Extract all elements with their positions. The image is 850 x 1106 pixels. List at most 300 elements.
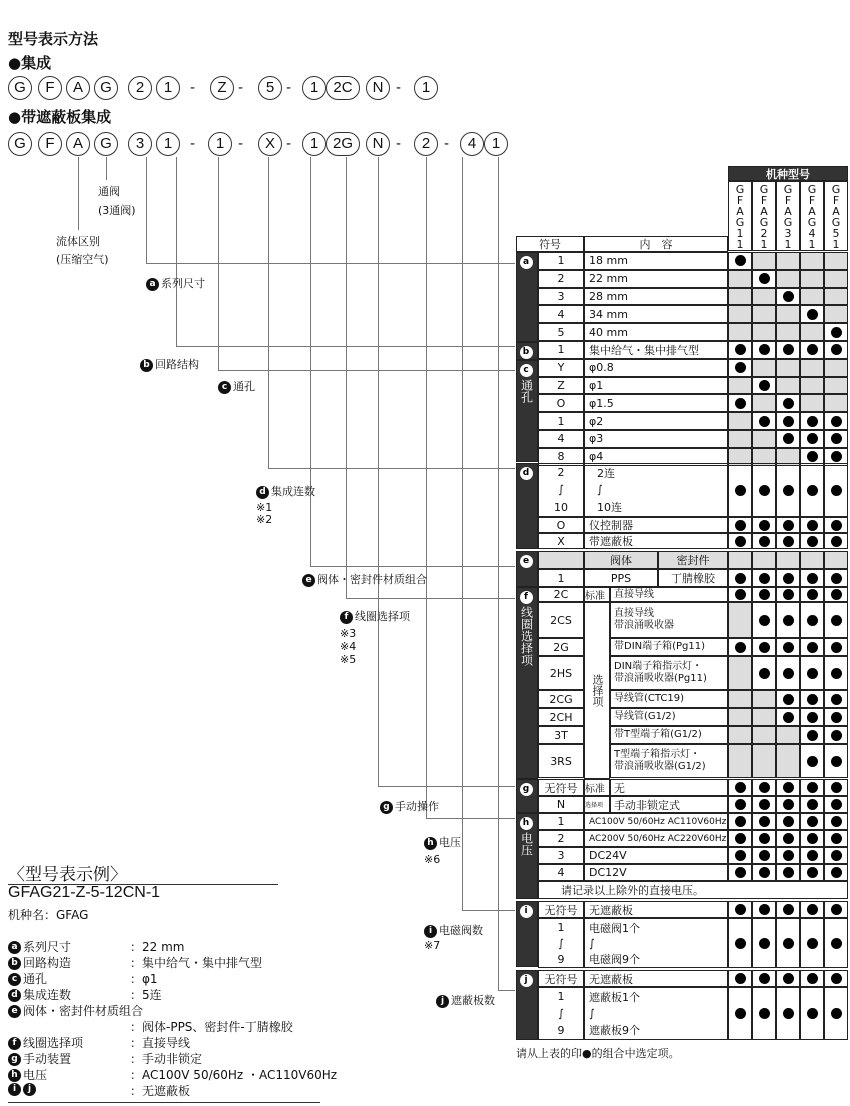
available-dot-icon	[831, 1008, 842, 1019]
divider	[8, 1102, 320, 1103]
model-cell	[824, 288, 848, 306]
available-dot-icon	[759, 589, 770, 600]
example-label-text: 手动装置	[23, 1052, 72, 1066]
model-cell	[824, 359, 848, 377]
leader-line	[268, 157, 269, 468]
available-dot-icon	[783, 1008, 794, 1019]
model-cell	[824, 864, 848, 881]
marker-d-icon: d	[256, 486, 269, 499]
model-cell	[824, 918, 848, 968]
available-dot-icon	[783, 694, 794, 705]
leader-line	[498, 990, 515, 991]
group-e	[516, 551, 538, 587]
available-dot-icon	[759, 904, 770, 915]
available-dot-icon	[783, 291, 794, 302]
model-cell	[800, 847, 824, 864]
g-symbol: N	[538, 796, 584, 813]
model-cell	[824, 602, 848, 638]
group-h-icon: h	[520, 817, 533, 830]
label-a	[146, 275, 205, 291]
group-d-icon: d	[520, 467, 533, 480]
d-o-symbol: O	[538, 517, 584, 533]
marker-g-icon: g	[8, 1053, 21, 1066]
label-text: 通孔	[233, 380, 255, 393]
e-body: PPS	[584, 569, 658, 587]
row-symbol: 8	[538, 448, 584, 466]
available-dot-icon	[831, 416, 842, 427]
label-text: ※1	[256, 501, 273, 514]
example-item-label	[8, 1002, 143, 1019]
code-dash: -	[190, 136, 196, 152]
model-cell	[776, 569, 800, 587]
label-fluid2	[56, 251, 109, 267]
model-cell	[752, 638, 776, 656]
marker-a-icon: a	[146, 278, 159, 291]
model-cell	[824, 779, 848, 796]
g-content: 手动非锁定式	[610, 796, 728, 813]
available-dot-icon	[759, 380, 770, 391]
model-cell	[728, 796, 752, 813]
available-dot-icon	[735, 799, 746, 810]
available-dot-icon	[831, 615, 842, 626]
code-char: A	[66, 132, 90, 156]
available-dot-icon	[831, 904, 842, 915]
label-d	[256, 483, 315, 499]
row-symbol: Z	[538, 377, 584, 395]
available-dot-icon	[831, 867, 842, 878]
model-cell	[728, 359, 752, 377]
e-head-body: 阀体	[584, 551, 658, 569]
model-cell	[776, 394, 800, 412]
model-cell	[824, 708, 848, 726]
available-dot-icon	[807, 615, 818, 626]
model-cell	[776, 744, 800, 778]
available-dot-icon	[735, 520, 746, 531]
leader-line	[426, 818, 515, 819]
leader-line	[462, 157, 463, 910]
example-item-label	[8, 954, 71, 971]
code-char: 3	[128, 132, 152, 156]
model-vertical-text: GFAG51	[829, 183, 843, 249]
f-content: 导线管(CTC19)	[610, 690, 728, 708]
model-cell	[776, 796, 800, 813]
available-dot-icon	[783, 520, 794, 531]
label-text: (3通阀)	[98, 204, 136, 217]
e-head-seal: 密封件	[658, 551, 728, 569]
available-dot-icon	[759, 536, 770, 547]
available-dot-icon	[807, 782, 818, 793]
model-cell	[776, 430, 800, 448]
model-vertical-text: GFAG31	[781, 183, 795, 249]
example-item-label	[8, 970, 47, 987]
example-item-label	[8, 1082, 38, 1096]
model-cell	[728, 463, 752, 517]
available-dot-icon	[807, 309, 818, 320]
code-char: G	[94, 76, 118, 100]
code-char: 1	[302, 76, 326, 100]
example-label-text: 电压	[23, 1068, 48, 1082]
example-label-text: 通孔	[23, 972, 48, 986]
available-dot-icon	[735, 398, 746, 409]
model-cell	[752, 813, 776, 830]
label-text: (压缩空气)	[56, 253, 109, 266]
i-content0: 无遮蔽板	[584, 901, 728, 918]
model-cell	[776, 305, 800, 323]
i-content: ∫	[589, 936, 595, 950]
leader-line	[462, 910, 515, 911]
model-cell	[776, 726, 800, 744]
example-label-text: 回路构造	[23, 956, 72, 970]
available-dot-icon	[807, 799, 818, 810]
marker-b-icon: b	[8, 957, 21, 970]
j-content: 遮蔽板9个	[589, 1024, 640, 1037]
available-dot-icon	[831, 344, 842, 355]
f-content: DIN端子箱指示灯・ 带浪涌吸收器(Pg11)	[610, 656, 728, 690]
model-cell	[800, 569, 824, 587]
available-dot-icon	[783, 589, 794, 600]
model-cell	[728, 638, 752, 656]
row-content: 34 mm	[584, 305, 728, 323]
marker-b-icon: b	[140, 359, 153, 372]
available-dot-icon	[807, 904, 818, 915]
model-cell	[800, 918, 824, 968]
model-cell	[776, 551, 800, 569]
model-cell	[752, 412, 776, 430]
label-text: 通阀	[98, 185, 120, 198]
available-dot-icon	[807, 451, 818, 462]
available-dot-icon	[759, 615, 770, 626]
model-vertical-text: GFAG11	[733, 183, 747, 249]
model-cell	[776, 830, 800, 847]
model-cell	[776, 970, 800, 987]
available-dot-icon	[807, 816, 818, 827]
d-symbol: ∫	[558, 483, 564, 497]
divider	[8, 884, 278, 885]
available-dot-icon	[831, 668, 842, 679]
model-cell	[728, 377, 752, 395]
available-dot-icon	[807, 536, 818, 547]
label-text: ※2	[256, 513, 273, 526]
marker-c-icon: c	[8, 973, 21, 986]
model-cell	[752, 779, 776, 796]
row-symbol: O	[538, 394, 584, 412]
row-content: 22 mm	[584, 270, 728, 288]
model-cell	[824, 638, 848, 656]
available-dot-icon	[807, 642, 818, 653]
model-cell	[776, 341, 800, 359]
f-symbol: 2C	[538, 587, 584, 602]
h-symbol: 3	[538, 847, 584, 864]
label-fluid	[56, 233, 100, 249]
group-g	[516, 779, 538, 813]
row-content: 18 mm	[584, 252, 728, 270]
row-symbol: 1	[538, 341, 584, 359]
code-char: 1	[414, 76, 438, 100]
marker-f-icon: f	[8, 1037, 21, 1050]
available-dot-icon	[807, 973, 818, 984]
label-text: ※6	[424, 853, 441, 866]
marker-i-icon: i	[8, 1083, 21, 1096]
available-dot-icon	[735, 344, 746, 355]
model-cell	[824, 830, 848, 847]
model-cell	[800, 864, 824, 881]
j-symbol: ∫	[558, 1007, 564, 1020]
line1-heading: ●集成	[8, 54, 52, 72]
label-text: ※3	[340, 627, 357, 640]
model-cell	[800, 430, 824, 448]
available-dot-icon	[831, 799, 842, 810]
model-cell	[752, 270, 776, 288]
model-cell	[776, 252, 800, 270]
leader-line	[378, 157, 379, 786]
model-cell	[728, 394, 752, 412]
code-dash: -	[190, 80, 196, 96]
code-char: G	[94, 132, 118, 156]
code-dash: -	[238, 80, 244, 96]
available-dot-icon	[807, 520, 818, 531]
model-cell	[752, 830, 776, 847]
label-e	[302, 571, 427, 587]
label-tongfa	[98, 183, 120, 199]
model-cell	[728, 847, 752, 864]
group-j	[516, 970, 538, 1040]
model-cell	[728, 412, 752, 430]
marker-j-icon: j	[23, 1083, 36, 1096]
d-content: ∫	[597, 483, 603, 497]
model-cell	[728, 323, 752, 341]
available-dot-icon	[735, 816, 746, 827]
leader-line	[176, 157, 177, 346]
available-dot-icon	[831, 433, 842, 444]
group-a-icon: a	[520, 256, 533, 269]
row-content: 集中给气・集中排气型	[584, 341, 728, 359]
available-dot-icon	[831, 816, 842, 827]
model-cell	[824, 656, 848, 690]
available-dot-icon	[759, 973, 770, 984]
available-dot-icon	[783, 867, 794, 878]
group-i-icon: i	[520, 905, 533, 918]
model-cell	[776, 288, 800, 306]
available-dot-icon	[831, 850, 842, 861]
model-cell	[800, 987, 824, 1040]
j-symbol: 9	[557, 1024, 565, 1037]
code-char: 2G	[326, 132, 360, 156]
available-dot-icon	[807, 730, 818, 741]
model-cell	[728, 918, 752, 968]
available-dot-icon	[735, 904, 746, 915]
available-dot-icon	[759, 273, 770, 284]
f-symbol: 2CH	[538, 708, 584, 726]
row-content: φ2	[584, 412, 728, 430]
available-dot-icon	[735, 642, 746, 653]
f-symbol: 2CS	[538, 602, 584, 638]
row-content: 28 mm	[584, 288, 728, 306]
col-symbol: 符号	[516, 236, 584, 252]
model-cell	[800, 726, 824, 744]
h-content: AC100V 50/60Hz AC110V60Hz	[584, 813, 728, 830]
available-dot-icon	[807, 694, 818, 705]
group-c-icon: c	[520, 364, 533, 377]
available-dot-icon	[831, 451, 842, 462]
example-item-value: ：5连	[130, 988, 162, 1002]
leader-line	[346, 598, 515, 599]
available-dot-icon	[831, 833, 842, 844]
group-j-icon: j	[520, 974, 533, 987]
leader-line	[146, 263, 515, 264]
code-char: N	[366, 132, 390, 156]
model-cell	[776, 377, 800, 395]
available-dot-icon	[807, 433, 818, 444]
example-item-value: ：φ1	[130, 972, 158, 986]
marker-g-icon: g	[380, 801, 393, 814]
available-dot-icon	[807, 756, 818, 767]
e-empty	[538, 551, 584, 569]
group-c	[516, 360, 538, 462]
model-cell	[752, 377, 776, 395]
f-option	[584, 602, 610, 779]
leader-line	[498, 157, 499, 990]
model-cell	[824, 901, 848, 918]
leader-line	[106, 157, 107, 180]
available-dot-icon	[759, 1008, 770, 1019]
row-content: φ4	[584, 448, 728, 466]
model-cell	[728, 901, 752, 918]
model-cell	[824, 533, 848, 549]
available-dot-icon	[783, 615, 794, 626]
model-cell	[728, 779, 752, 796]
leader-line	[218, 370, 515, 371]
model-cell	[752, 744, 776, 778]
model-cell	[752, 864, 776, 881]
code-char: G	[8, 132, 32, 156]
code-char: 2	[414, 132, 438, 156]
example-item-label	[8, 938, 71, 955]
d-content: 2连	[597, 467, 615, 481]
row-symbol: 3	[538, 288, 584, 306]
available-dot-icon	[807, 344, 818, 355]
row-symbol: 4	[538, 430, 584, 448]
model-name	[824, 181, 848, 251]
group-b-icon: b	[520, 346, 533, 359]
available-dot-icon	[783, 850, 794, 861]
available-dot-icon	[759, 642, 770, 653]
leader-line	[78, 157, 79, 230]
model-cell	[800, 744, 824, 778]
code-char: X	[258, 132, 282, 156]
model-cell	[776, 587, 800, 602]
code-char: F	[38, 132, 62, 156]
model-cell	[752, 430, 776, 448]
code-char: 4	[460, 132, 484, 156]
available-dot-icon	[759, 416, 770, 427]
available-dot-icon	[783, 973, 794, 984]
model-cell	[800, 341, 824, 359]
model-cell	[728, 252, 752, 270]
model-cell	[728, 551, 752, 569]
model-cell	[824, 412, 848, 430]
row-symbol: 2	[538, 270, 584, 288]
g-symbol: 无符号	[538, 779, 584, 796]
label-text: ※5	[340, 653, 357, 666]
model-cell	[800, 252, 824, 270]
group-e-icon: e	[520, 555, 533, 568]
available-dot-icon	[831, 485, 842, 496]
available-dot-icon	[807, 589, 818, 600]
model-cell	[752, 305, 776, 323]
model-cell	[800, 656, 824, 690]
model-cell	[800, 779, 824, 796]
code-dash: -	[238, 136, 244, 152]
available-dot-icon	[783, 536, 794, 547]
model-cell	[824, 970, 848, 987]
model-name	[728, 181, 752, 251]
footer-note: 请从上表的印●的组合中选定项。	[516, 1047, 680, 1060]
row-content: φ3	[584, 430, 728, 448]
d-symbol: 2	[557, 466, 565, 480]
note2	[256, 513, 272, 526]
available-dot-icon	[807, 1008, 818, 1019]
model-cell	[776, 918, 800, 968]
d-symbols	[538, 463, 584, 517]
leader-line	[218, 157, 219, 370]
note3	[340, 627, 356, 640]
example-label-text: 集成连数	[23, 988, 72, 1002]
label-text: 遮蔽板数	[451, 994, 495, 1007]
available-dot-icon	[783, 642, 794, 653]
d-x-symbol: X	[538, 533, 584, 549]
f-symbol: 3T	[538, 726, 584, 744]
model-cell	[728, 726, 752, 744]
model-cell	[800, 587, 824, 602]
available-dot-icon	[831, 938, 842, 949]
i-symbol0: 无符号	[538, 901, 584, 918]
model-cell	[824, 323, 848, 341]
model-cell	[800, 270, 824, 288]
label-text: ※4	[340, 640, 357, 653]
f-content: 带DIN端子箱(Pg11)	[610, 638, 728, 656]
model-cell	[800, 901, 824, 918]
label-b	[140, 356, 199, 372]
j-contents	[584, 987, 728, 1040]
model-cell	[752, 359, 776, 377]
f-content: 直接导线 带浪涌吸收器	[610, 602, 728, 638]
model-cell	[752, 602, 776, 638]
model-cell	[800, 377, 824, 395]
available-dot-icon	[735, 589, 746, 600]
model-cell	[800, 288, 824, 306]
model-cell	[728, 517, 752, 533]
code-char: 2C	[326, 76, 360, 100]
label-tongfa2	[98, 202, 136, 218]
available-dot-icon	[759, 668, 770, 679]
label-c	[218, 378, 255, 394]
col-content: 内 容	[584, 236, 728, 252]
model-cell	[800, 323, 824, 341]
available-dot-icon	[783, 573, 794, 584]
code-char: 5	[258, 76, 282, 100]
model-name	[776, 181, 800, 251]
label-text: ※7	[424, 939, 441, 952]
f-content: 导线管(G1/2)	[610, 708, 728, 726]
model-cell	[752, 533, 776, 549]
d-x-content: 带遮蔽板	[584, 533, 728, 549]
model-cell	[728, 813, 752, 830]
model-cell	[800, 517, 824, 533]
model-cell	[752, 796, 776, 813]
model-cell	[752, 847, 776, 864]
available-dot-icon	[783, 904, 794, 915]
model-cell	[752, 394, 776, 412]
